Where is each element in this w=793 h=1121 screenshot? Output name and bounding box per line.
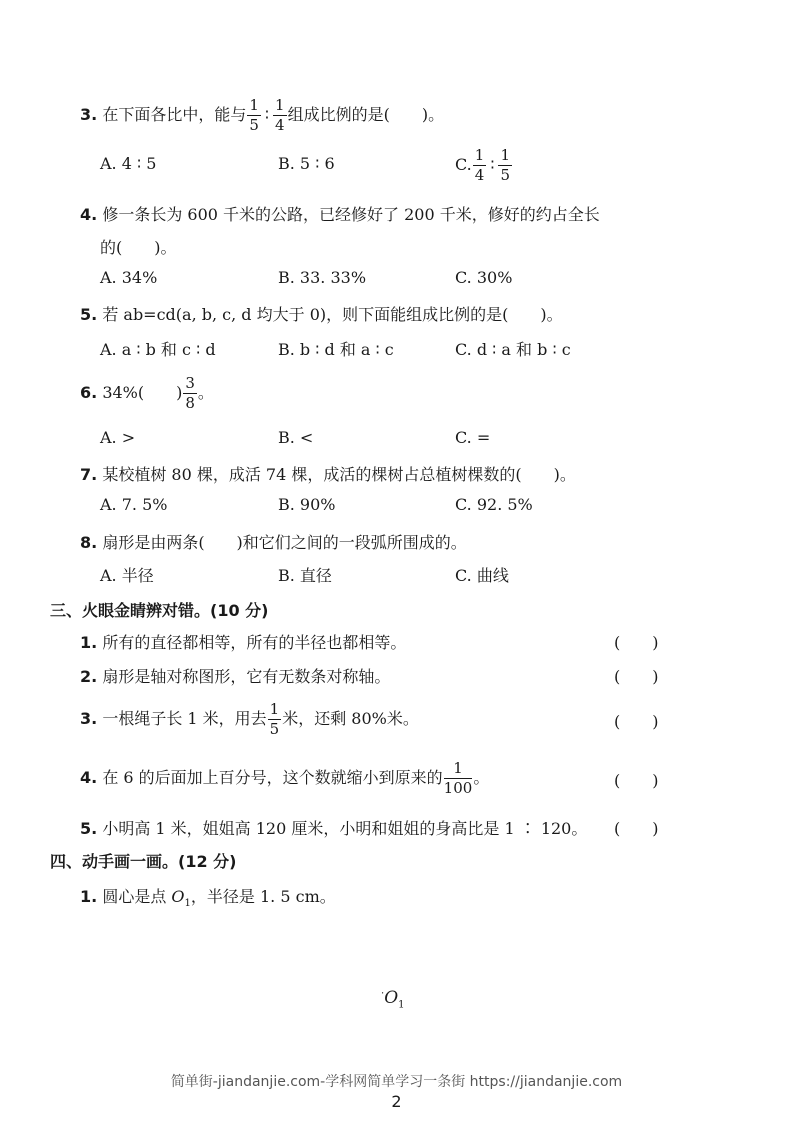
option-b: B. 90% — [278, 495, 336, 514]
option-c: C. $\frac{1}{4}$ ∶ $\frac{1}{5}$ — [455, 146, 511, 184]
answer-blank[interactable]: ( ) — [614, 712, 659, 731]
question-number: 3. — [80, 105, 98, 124]
answer-blank[interactable]: ( ) — [614, 667, 659, 686]
fraction: $\frac{1}{100}$ — [443, 759, 473, 797]
answer-blank[interactable]: ( ) — [614, 771, 659, 790]
question-8 — [80, 530, 467, 553]
question-text: 在下面各比中，能与 — [102, 105, 247, 124]
question-number: 7. — [80, 465, 98, 484]
center-point: $^\cdot O_1$ — [381, 988, 405, 1011]
option-b: B. 33. 33% — [278, 268, 367, 287]
fraction: $\frac{1}{4}$ — [474, 146, 485, 184]
question-text: 修一条长为 600 千米的公路，已经修好了 200 千米，修好的约占全长 — [102, 205, 600, 224]
answer-blank[interactable]: ( ) — [614, 633, 659, 652]
question-text: 扇形是由两条( )和它们之间的一段弧所围成的。 — [102, 533, 467, 552]
question-3 — [80, 90, 444, 140]
question-4 — [80, 202, 600, 225]
footer-text: 简单街-jiandanjie.com-学科网简单学习一条街 https://jiandanjie.com — [170, 1074, 623, 1090]
section-title: 三、火眼金睛辨对错。(10 分) — [50, 601, 269, 620]
option-c: C. 92. 5% — [455, 495, 533, 514]
option-a: A. > — [100, 428, 136, 447]
fraction: $\frac{3}{8}$ — [185, 374, 195, 412]
question-number: 8. — [80, 533, 98, 552]
question-5 — [80, 302, 563, 325]
fraction: $\frac{1}{4}$ — [275, 96, 285, 134]
judgement-item: 4. 在 6 的后面加上百分号，这个数就缩小到原来的 $\frac{1}{100}$ 。 — [80, 759, 490, 797]
question-number: 4. — [80, 205, 98, 224]
drawing-item: 1. 圆心是点 $O_1$，半径是 1. 5 cm。 — [80, 887, 336, 910]
fraction: $\frac{1}{5}$ — [269, 700, 280, 738]
fraction: $\frac{1}{5}$ — [500, 146, 511, 184]
question-number: 6. — [80, 383, 98, 402]
ratio-colon: ∶ — [264, 105, 270, 124]
option-c: C. d ∶ a 和 b ∶ c — [455, 340, 571, 359]
option-a: A. a ∶ b 和 c ∶ d — [100, 340, 216, 359]
option-a: A. 7. 5% — [100, 495, 168, 514]
option-a: A. 34% — [100, 268, 158, 287]
option-b: B. b ∶ d 和 a ∶ c — [278, 340, 394, 359]
option-a: A. 半径 — [100, 566, 154, 585]
question-text: 34%( ) — [102, 383, 183, 402]
question-7 — [80, 462, 576, 485]
judgement-item: 2. 扇形是轴对称图形，它有无数条对称轴。 — [80, 667, 391, 686]
question-4-line2: 的( )。 — [100, 238, 177, 257]
option-b: B. 直径 — [278, 566, 332, 585]
judgement-item: 3. 一根绳子长 1 米，用去 $\frac{1}{5}$ 米，还剩 80%米。 — [80, 700, 419, 738]
answer-blank[interactable]: ( ) — [614, 819, 659, 838]
option-b: B. 5 ∶ 6 — [278, 154, 335, 173]
section-title: 四、动手画一画。(12 分) — [50, 852, 237, 871]
point-dot: · — [381, 988, 385, 1000]
option-a: A. 4 ∶ 5 — [100, 154, 157, 173]
question-number: 5. — [80, 305, 98, 324]
question-6: 6. 34%( ) $\frac{3}{8}$ 。 — [80, 374, 214, 412]
question-text: 若 ab=cd(a, b, c, d 均大于 0)，则下面能组成比例的是( )。 — [102, 305, 563, 324]
option-c: C. 30% — [455, 268, 513, 287]
option-b: B. < — [278, 428, 314, 447]
judgement-item: 1. 所有的直径都相等，所有的半径也都相等。 — [80, 633, 407, 652]
question-text: 某校植树 80 棵，成活 74 棵，成活的棵树占总植树棵数的( )。 — [102, 465, 576, 484]
option-c: C. 曲线 — [455, 566, 509, 585]
page-number: 2 — [391, 1092, 402, 1111]
option-c: C. = — [455, 428, 491, 447]
fraction: $\frac{1}{5}$ — [249, 96, 259, 134]
judgement-item: 5. 小明高 1 米，姐姐高 120 厘米，小明和姐姐的身高比是 1 ∶ 120。 — [80, 819, 588, 838]
question-text: 组成比例的是( )。 — [287, 105, 445, 124]
